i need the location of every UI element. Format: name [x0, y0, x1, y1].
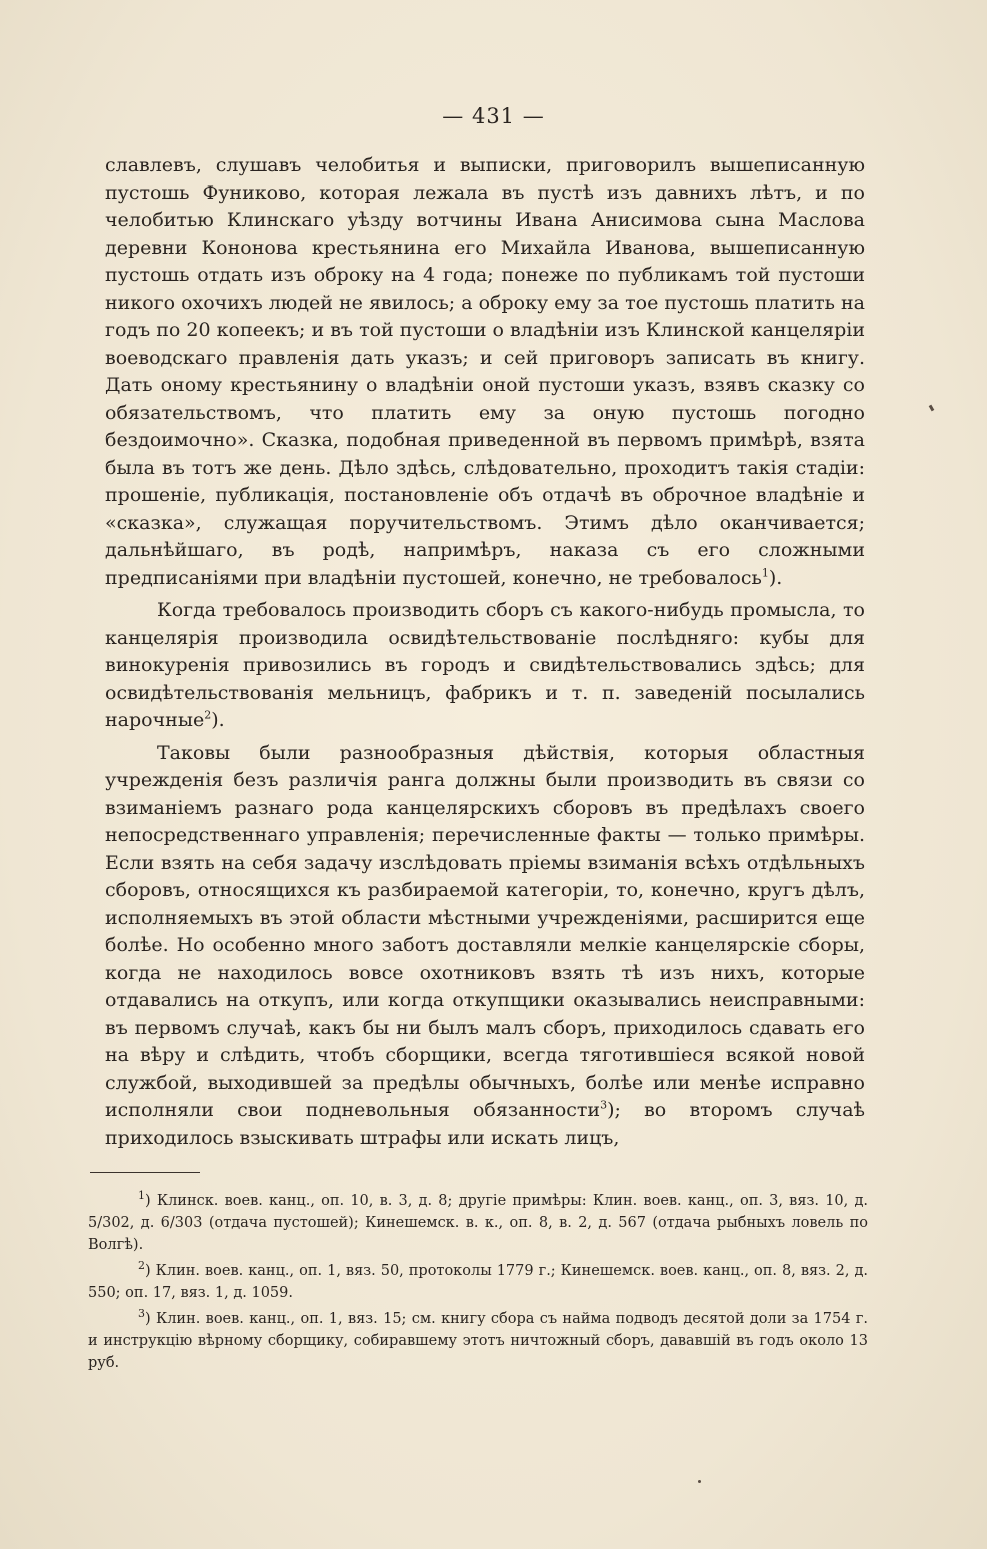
paragraph-1-text: славлевъ, слушавъ челобитья и выписки, приговорилъ вышеписанную пустошь Фуниково, которая лежала въ пустѣ изъ давнихъ лѣтъ, и по челобитью Клинскаго уѣзду вотчины Ивана Анисимова сына Маслова деревни Кононова крестьянина его Михайла Иванова, вышеписанную пустошь отдать изъ оброку на 4 года; понеже по публикамъ той пустоши никого охочихъ людей не явилось; а оброку ему за тое пустошь платить на годъ по 20 копеекъ; и въ той пустоши о владѣніи изъ Клинской канцеляріи воеводскаго правленія дать указъ; и сей приговоръ записать въ книгу. Дать оному крестьянину о владѣніи оной пустоши указъ, взявъ сказку со обязательствомъ, что платить ему за оную пустошь погодно бездоимочно». Сказка, подобная приведенной въ первомъ примѣрѣ, взята была въ тотъ же день. Дѣло здѣсь, слѣдовательно, проходитъ такія стадіи: прошеніе, публикація, постановленіе объ отдачѣ въ оброчное владѣніе и «сказка», служащая поручительствомъ. Этимъ дѣло оканчивается; дальнѣйшаго, въ родѣ, напримѣръ, наказа съ его сложными предписаніями при владѣніи пустошей, конечно, не требовалось	[105, 154, 865, 589]
footnotes	[88, 1190, 868, 1378]
footnote-2-mark: 2	[138, 1259, 145, 1273]
footnote-ref-3: 3	[600, 1098, 608, 1112]
paragraph-3	[105, 740, 865, 1153]
footnote-ref-2: 2	[204, 708, 212, 722]
main-text	[105, 152, 865, 1152]
footnote-divider	[90, 1172, 200, 1173]
footnote-3-text: ) Клин. воев. канц., оп. 1, вяз. 15; см. книгу сбора съ найма подводъ десятой доли за 1754 г. и инструкцію вѣрному сборщику, собиравшему этотъ ничтожный сборъ, дававшій въ годъ около 13 руб.	[88, 1311, 868, 1371]
footnote-3	[88, 1308, 868, 1374]
paragraph-2-end: ).	[211, 709, 225, 731]
margin-speck	[929, 405, 935, 412]
footnote-2-text: ) Клин. воев. канц., оп. 1, вяз. 50, протоколы 1779 г.; Кинешемск. воев. канц., оп. 8, вяз. 2, д. 550; оп. 17, вяз. 1, д. 1059.	[88, 1263, 868, 1301]
footnote-1-mark: 1	[138, 1189, 145, 1203]
footnote-3-mark: 3	[138, 1307, 145, 1321]
footnote-2	[88, 1260, 868, 1304]
paragraph-2	[105, 597, 865, 735]
paragraph-3-text: Таковы были разнообразныя дѣйствія, которыя областныя учрежденія безъ различія ранга должны были производить въ связи со взиманіемъ разнаго рода канцелярскихъ сборовъ въ предѣлахъ своего непосредственнаго управленія; перечисленные факты — только примѣры. Если взять на себя задачу изслѣдовать пріемы взиманія всѣхъ отдѣльныхъ сборовъ, относящихся къ разбираемой категоріи, то, конечно, кругъ дѣлъ, исполняемыхъ въ этой области мѣстными учрежденіями, расширится еще болѣе. Но особенно много заботъ доставляли мелкіе канцелярскіе сборы, когда не находилось вовсе охотниковъ взять тѣ изъ нихъ, которые отдавались на откупъ, или когда откупщики оказывались неисправными: въ первомъ случаѣ, какъ бы ни былъ малъ сборъ, приходилось сдавать его на вѣру и слѣдить, чтобъ сборщики, всегда тяготившіеся всякой новой службой, выходившей за предѣлы обычныхъ, болѣе или менѣе исправно исполняли свои подневольныя обязанности	[105, 741, 865, 1121]
footnote-1	[88, 1190, 868, 1256]
footnote-1-text: ) Клинск. воев. канц., оп. 10, в. 3, д. 8; другіе примѣры: Клин. воев. канц., оп. 3, вяз. 10, д. 5/302, д. 6/303 (отдача пустошей); Кинешемск. в. к., оп. 8, в. 2, д. 567 (отдача рыбныхъ ловель по Волгѣ).	[88, 1193, 868, 1253]
paragraph-2-text: Когда требовалось производить сборъ съ какого-нибудь промысла, то канцелярія производила освидѣтельствованіе послѣдняго: кубы для винокуренія привозились въ городъ и свидѣтельствовались здѣсь; для освидѣтельствованія мельницъ, фабрикъ и т. п. заведеній посылались нарочные	[105, 599, 865, 731]
paragraph-1-end: ).	[768, 566, 783, 589]
page-number: — 431 —	[442, 104, 545, 128]
footnote-ref-1: 1	[761, 566, 769, 580]
paragraph-3-end: ); во второмъ случаѣ приходилось взыскивать штрафы или искать лицъ,	[105, 1099, 866, 1149]
paragraph-1	[105, 152, 865, 592]
margin-dot	[698, 1480, 701, 1483]
